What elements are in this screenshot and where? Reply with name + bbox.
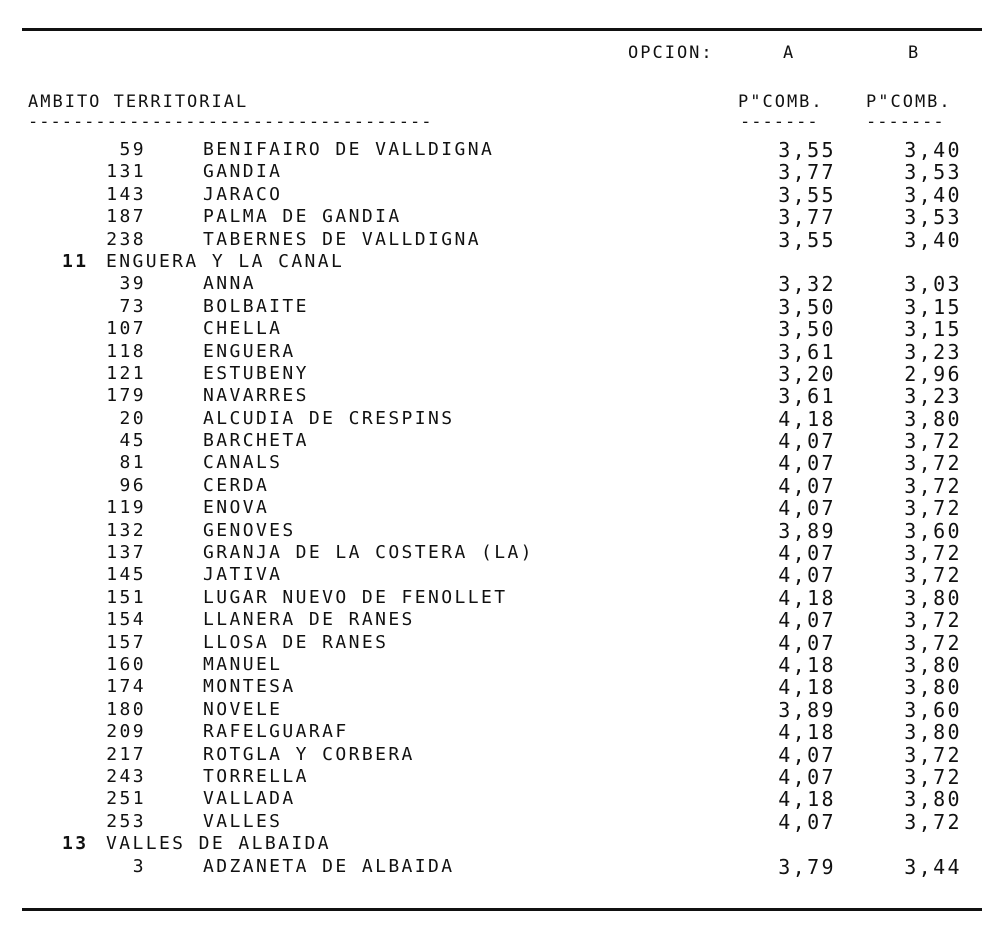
municipality-name: LUGAR NUEVO DE FENOLLET bbox=[203, 586, 508, 608]
municipality-name: RAFELGUARAF bbox=[203, 721, 349, 743]
municipality-code: 39 bbox=[119, 273, 146, 295]
municipality-name: ROTGLA Y CORBERA bbox=[203, 743, 415, 765]
ambito-territorial-header: AMBITO TERRITORIAL bbox=[28, 92, 249, 112]
municipality-code: 174 bbox=[106, 676, 146, 698]
value-option-a: 4,07 bbox=[778, 630, 836, 655]
table-row bbox=[0, 341, 1000, 363]
municipality-name: ALCUDIA DE CRESPINS bbox=[203, 407, 455, 429]
value-option-a: 4,07 bbox=[778, 608, 836, 633]
pcomb-a-header: P"COMB. bbox=[738, 92, 824, 112]
value-option-a: 3,77 bbox=[778, 160, 836, 185]
value-option-b: 3,80 bbox=[904, 406, 962, 431]
value-option-a: 4,07 bbox=[778, 541, 836, 566]
option-b-header: B bbox=[908, 43, 921, 63]
value-option-b: 3,72 bbox=[904, 563, 962, 588]
table-row bbox=[0, 766, 1000, 788]
value-option-b: 3,80 bbox=[904, 675, 962, 700]
municipality-code: 251 bbox=[106, 788, 146, 810]
value-option-b: 3,72 bbox=[904, 630, 962, 655]
value-option-a: 4,07 bbox=[778, 764, 836, 789]
municipality-name: ESTUBENY bbox=[203, 362, 309, 384]
top-rule bbox=[22, 28, 982, 31]
table-row bbox=[0, 430, 1000, 452]
value-option-a: 4,07 bbox=[778, 473, 836, 498]
municipality-code: 157 bbox=[106, 631, 146, 653]
table-row bbox=[0, 206, 1000, 228]
value-option-a: 3,61 bbox=[778, 384, 836, 409]
table-row bbox=[0, 452, 1000, 474]
value-option-a: 4,07 bbox=[778, 451, 836, 476]
value-option-b: 3,60 bbox=[904, 697, 962, 722]
group-code: 13 bbox=[62, 833, 89, 855]
municipality-name: TABERNES DE VALLDIGNA bbox=[203, 228, 481, 250]
value-option-b: 3,72 bbox=[904, 429, 962, 454]
municipality-code: 243 bbox=[106, 765, 146, 787]
municipality-name: CANALS bbox=[203, 452, 283, 474]
municipality-name: JATIVA bbox=[203, 564, 283, 586]
table-row bbox=[0, 363, 1000, 385]
municipality-code: 151 bbox=[106, 586, 146, 608]
municipality-name: CERDA bbox=[203, 474, 270, 496]
table-row bbox=[0, 788, 1000, 810]
table-row bbox=[0, 744, 1000, 766]
municipality-code: 121 bbox=[106, 362, 146, 384]
municipality-code: 180 bbox=[106, 698, 146, 720]
value-option-b: 3,15 bbox=[904, 317, 962, 342]
value-option-a: 4,18 bbox=[778, 406, 836, 431]
value-option-a: 3,20 bbox=[778, 361, 836, 386]
value-option-b: 3,72 bbox=[904, 608, 962, 633]
value-option-b: 3,15 bbox=[904, 294, 962, 319]
municipality-name: BARCHETA bbox=[203, 430, 309, 452]
bottom-rule bbox=[22, 908, 982, 911]
group-row bbox=[0, 833, 1000, 855]
municipality-code: 59 bbox=[119, 139, 146, 160]
table-row bbox=[0, 721, 1000, 743]
value-option-b: 3,72 bbox=[904, 496, 962, 521]
municipality-code: 131 bbox=[106, 161, 146, 183]
value-option-a: 3,50 bbox=[778, 317, 836, 342]
table-row bbox=[0, 699, 1000, 721]
value-option-b: 3,44 bbox=[904, 854, 962, 879]
municipality-name: JARACO bbox=[203, 183, 283, 205]
municipality-code: 132 bbox=[106, 519, 146, 541]
value-option-a: 4,07 bbox=[778, 429, 836, 454]
value-option-b: 3,23 bbox=[904, 339, 962, 364]
table-row bbox=[0, 139, 1000, 161]
table-row bbox=[0, 520, 1000, 542]
value-option-a: 3,77 bbox=[778, 205, 836, 230]
value-option-a: 3,55 bbox=[778, 138, 836, 162]
municipality-code: 73 bbox=[119, 295, 146, 317]
pcomb-b-underline: ------- bbox=[866, 112, 945, 132]
municipality-code: 238 bbox=[106, 228, 146, 250]
value-option-a: 3,89 bbox=[778, 697, 836, 722]
ambito-underline: ------------------------------------ bbox=[28, 112, 433, 132]
municipality-name: LLOSA DE RANES bbox=[203, 631, 389, 653]
municipality-name: BENIFAIRO DE VALLDIGNA bbox=[203, 139, 495, 160]
value-option-a: 4,18 bbox=[778, 652, 836, 677]
municipality-code: 20 bbox=[119, 407, 146, 429]
value-option-b: 3,80 bbox=[904, 585, 962, 610]
municipality-code: 137 bbox=[106, 542, 146, 564]
municipality-name: MONTESA bbox=[203, 676, 296, 698]
group-code: 11 bbox=[62, 250, 89, 272]
value-option-b: 2,96 bbox=[904, 361, 962, 386]
value-option-b: 3,40 bbox=[904, 182, 962, 207]
municipality-name: ENGUERA bbox=[203, 340, 296, 362]
municipality-code: 107 bbox=[106, 318, 146, 340]
municipality-name: BOLBAITE bbox=[203, 295, 309, 317]
municipality-name: ADZANETA DE ALBAIDA bbox=[203, 855, 455, 877]
opcion-label: OPCION: bbox=[628, 43, 714, 63]
table-row bbox=[0, 475, 1000, 497]
value-option-a: 3,79 bbox=[778, 854, 836, 879]
table-row bbox=[0, 408, 1000, 430]
municipality-name: NOVELE bbox=[203, 698, 283, 720]
municipality-code: 45 bbox=[119, 430, 146, 452]
value-option-a: 3,89 bbox=[778, 518, 836, 543]
municipality-code: 253 bbox=[106, 810, 146, 832]
table-row bbox=[0, 318, 1000, 340]
value-option-b: 3,40 bbox=[904, 227, 962, 252]
table-row bbox=[0, 296, 1000, 318]
municipality-code: 96 bbox=[119, 474, 146, 496]
value-option-b: 3,80 bbox=[904, 652, 962, 677]
table-row bbox=[0, 587, 1000, 609]
municipality-code: 154 bbox=[106, 609, 146, 631]
value-option-b: 3,60 bbox=[904, 518, 962, 543]
table-row bbox=[0, 229, 1000, 251]
municipality-code: 3 bbox=[132, 855, 146, 877]
table-row bbox=[0, 564, 1000, 586]
value-option-a: 4,18 bbox=[778, 720, 836, 745]
table-row bbox=[0, 654, 1000, 676]
municipality-code: 143 bbox=[106, 183, 146, 205]
municipality-name: VALLADA bbox=[203, 788, 296, 810]
municipality-name: ANNA bbox=[203, 273, 256, 295]
value-option-a: 3,55 bbox=[778, 182, 836, 207]
municipality-code: 217 bbox=[106, 743, 146, 765]
table-row bbox=[0, 632, 1000, 654]
value-option-b: 3,80 bbox=[904, 720, 962, 745]
municipality-name: CHELLA bbox=[203, 318, 283, 340]
table-row bbox=[0, 609, 1000, 631]
municipality-code: 118 bbox=[106, 340, 146, 362]
municipality-name: PALMA DE GANDIA bbox=[203, 206, 402, 228]
municipality-code: 119 bbox=[106, 497, 146, 519]
value-option-a: 4,18 bbox=[778, 675, 836, 700]
table-row bbox=[0, 385, 1000, 407]
municipality-name: GRANJA DE LA COSTERA (LA) bbox=[203, 542, 534, 564]
value-option-b: 3,72 bbox=[904, 742, 962, 767]
value-option-b: 3,53 bbox=[904, 205, 962, 230]
municipality-name: VALLES bbox=[203, 810, 283, 832]
municipality-code: 179 bbox=[106, 385, 146, 407]
pcomb-b-header: P"COMB. bbox=[866, 92, 952, 112]
table-row bbox=[0, 273, 1000, 295]
table-row bbox=[0, 811, 1000, 833]
value-option-a: 4,07 bbox=[778, 563, 836, 588]
value-option-a: 3,61 bbox=[778, 339, 836, 364]
table-row bbox=[0, 497, 1000, 519]
group-row bbox=[0, 251, 1000, 273]
value-option-b: 3,72 bbox=[904, 764, 962, 789]
value-option-b: 3,53 bbox=[904, 160, 962, 185]
value-option-b: 3,72 bbox=[904, 473, 962, 498]
table-row bbox=[0, 676, 1000, 698]
value-option-b: 3,40 bbox=[904, 138, 962, 162]
municipality-code: 209 bbox=[106, 721, 146, 743]
table-row bbox=[0, 184, 1000, 206]
value-option-a: 4,18 bbox=[778, 787, 836, 812]
municipality-name: LLANERA DE RANES bbox=[203, 609, 415, 631]
value-option-b: 3,23 bbox=[904, 384, 962, 409]
value-option-a: 3,32 bbox=[778, 272, 836, 297]
value-option-b: 3,03 bbox=[904, 272, 962, 297]
municipality-name: TORRELLA bbox=[203, 765, 309, 787]
value-option-b: 3,72 bbox=[904, 809, 962, 834]
table-row bbox=[0, 161, 1000, 183]
table-row bbox=[0, 542, 1000, 564]
value-option-b: 3,72 bbox=[904, 541, 962, 566]
value-option-a: 3,55 bbox=[778, 227, 836, 252]
value-option-a: 3,50 bbox=[778, 294, 836, 319]
municipality-code: 160 bbox=[106, 653, 146, 675]
municipality-name: ENOVA bbox=[203, 497, 270, 519]
value-option-b: 3,72 bbox=[904, 451, 962, 476]
group-name: ENGUERA Y LA CANAL bbox=[106, 250, 345, 272]
value-option-a: 4,07 bbox=[778, 496, 836, 521]
municipality-code: 81 bbox=[119, 452, 146, 474]
option-a-header: A bbox=[783, 43, 796, 63]
municipality-name: NAVARRES bbox=[203, 385, 309, 407]
group-name: VALLES DE ALBAIDA bbox=[106, 833, 332, 855]
data-table bbox=[0, 139, 1000, 878]
municipality-name: MANUEL bbox=[203, 653, 283, 675]
value-option-a: 4,07 bbox=[778, 809, 836, 834]
value-option-a: 4,18 bbox=[778, 585, 836, 610]
table-row bbox=[0, 856, 1000, 878]
pcomb-a-underline: ------- bbox=[740, 112, 819, 132]
municipality-code: 187 bbox=[106, 206, 146, 228]
municipality-name: GANDIA bbox=[203, 161, 283, 183]
municipality-code: 145 bbox=[106, 564, 146, 586]
value-option-a: 4,07 bbox=[778, 742, 836, 767]
value-option-b: 3,80 bbox=[904, 787, 962, 812]
municipality-name: GENOVES bbox=[203, 519, 296, 541]
